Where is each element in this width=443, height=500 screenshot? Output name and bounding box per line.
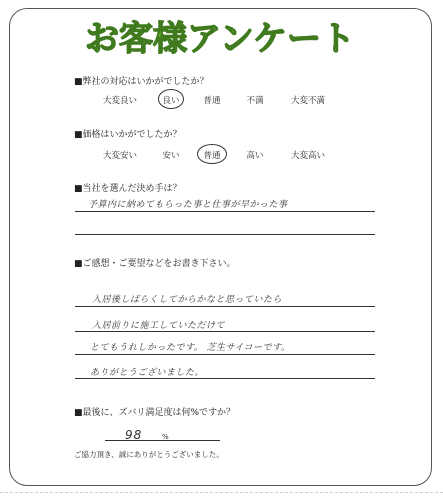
q2-option[interactable]: 大変高い <box>290 151 326 161</box>
q1-label: ■弊社の対応はいかがでしたか？ <box>74 77 209 87</box>
satisfaction-line <box>105 440 220 441</box>
q4-answer-line <box>75 306 375 307</box>
survey-title <box>60 14 380 60</box>
page-divider <box>0 492 443 493</box>
q1-option[interactable]: 大変不満 <box>290 96 326 106</box>
q4-handwritten-line: ありがとうございました。 <box>90 368 205 378</box>
q1-selected-circle <box>158 89 184 109</box>
q3-answer-line <box>75 211 375 212</box>
q1-option[interactable]: 不満 <box>246 96 264 106</box>
q2-selected-circle <box>197 144 227 164</box>
q3-answer-line <box>75 234 375 235</box>
q2-option[interactable]: 普通 <box>203 151 221 161</box>
q4-answer-line <box>75 378 375 379</box>
q1-option[interactable]: 良い <box>162 96 180 106</box>
q2-option[interactable]: 大変安い <box>102 151 138 161</box>
q1-options <box>0 94 443 108</box>
q4-handwritten-line: 入居前りに施工していただけて <box>92 321 226 331</box>
q5-label: ■最後に、ズバリ満足度は何%ですか？ <box>74 408 236 418</box>
q4-answer-line <box>75 354 375 355</box>
thank-you-note: ご協力頂き、誠にありがとうございました。 <box>74 450 224 459</box>
q4-answer-line <box>75 331 375 332</box>
q2-option[interactable]: 安い <box>162 151 180 161</box>
q2-label: ■価格はいかがでしたか？ <box>74 130 182 140</box>
q3-label: ■当社を選んだ決め手は？ <box>74 184 182 194</box>
q4-handwritten-line: 入居後しばらくしてからかなと思っていたら <box>92 295 283 305</box>
survey-title-text: お客様アンケート <box>85 19 355 59</box>
q4-label: ■ご感想・ご要望などをお書き下さい。 <box>74 259 236 269</box>
q2-option[interactable]: 高い <box>246 151 264 161</box>
q4-handwritten-line: とてもうれしかったです。 芝生サイコーです。 <box>90 343 291 353</box>
q3-handwritten-answer: 予算内に納めてもらった事と仕事が早かった事 <box>88 200 288 210</box>
q1-option[interactable]: 普通 <box>203 96 221 106</box>
satisfaction-unit: % <box>162 433 169 441</box>
q1-option[interactable]: 大変良い <box>102 96 138 106</box>
survey-title-graphic <box>60 14 380 60</box>
satisfaction-value: 98 <box>125 428 143 442</box>
